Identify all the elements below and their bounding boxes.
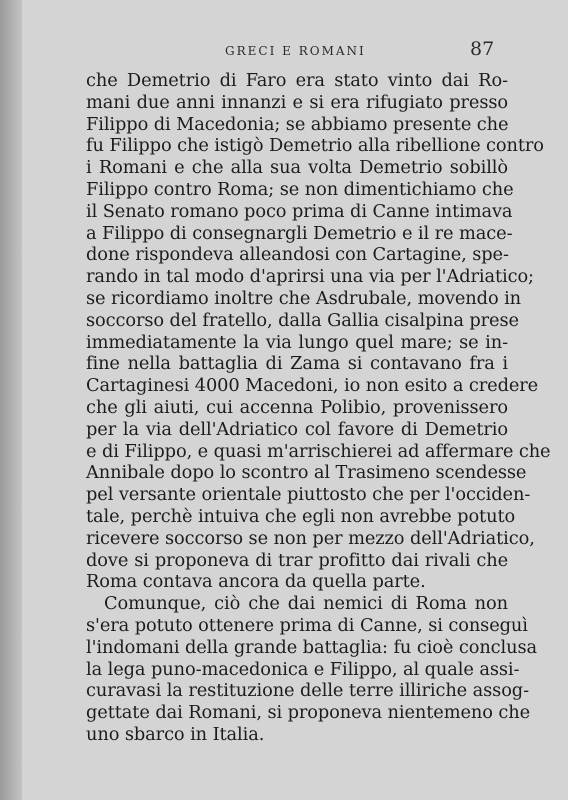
paragraph-1 [86, 70, 551, 593]
text-line: Roma contava ancora da quella parte. [86, 571, 426, 593]
body-text [86, 70, 551, 746]
text-line: gettate dai Romani, si proponeva nientemeno che [86, 702, 531, 724]
text-line: Cartaginesi 4000 Macedoni, io non esito a credere [86, 375, 539, 397]
text-line: fu Filippo che istigò Demetrio alla ribellione contro [86, 135, 544, 157]
text-line: l'indomani della grande battaglia: fu cioè conclusa [86, 636, 538, 658]
paragraph-2 [86, 593, 538, 746]
text-line: se ricordiamo inoltre che Asdrubale, movendo in [86, 287, 522, 309]
text-line: immediatamente la via lungo quel mare; se in- [86, 331, 508, 353]
text-line: soccorso del fratello, dalla Gallia cisalpina prese [86, 309, 519, 331]
text-line: che gli aiuti, cui accenna Polibio, provenissero [86, 396, 508, 418]
text-line: fine nella battaglia di Zama si contavano fra i [86, 353, 508, 375]
text-line: done rispondeva alleandosi con Cartagine, spe- [86, 244, 509, 266]
text-line: uno sbarco in Italia. [86, 723, 265, 745]
text-line: per la via dell'Adriatico col favore di Demetrio [86, 418, 508, 440]
text-line: mani due anni innanzi e si era rifugiato presso [86, 91, 508, 113]
text-line: Annibale dopo lo scontro al Trasimeno scendesse [86, 462, 527, 484]
text-line: s'era potuto ottenere prima di Canne, si conseguì [86, 614, 528, 636]
page-number: 87 [470, 38, 495, 60]
text-line: che Demetrio di Faro era stato vinto dai Ro- [86, 70, 508, 91]
text-line: tale, perchè intuiva che egli non avrebbe potuto [86, 505, 516, 527]
text-line: rando in tal modo d'aprirsi una via per l'Adriatico; [86, 266, 534, 288]
text-line: ricevere soccorso se non per mezzo dell'Adriatico, [86, 527, 535, 549]
page-header [22, 38, 568, 68]
text-line: a Filippo di consegnargli Demetrio e il re mace- [86, 222, 513, 244]
text-line: curavasi la restituzione delle terre illiriche assog- [86, 680, 529, 702]
text-line: Filippo contro Roma; se non dimentichiamo che [86, 178, 514, 200]
text-line: i Romani e che alla sua volta Demetrio sobillò [86, 157, 508, 179]
text-line: la lega puno-macedonica e Filippo, al quale assi- [86, 658, 520, 680]
text-line: pel versante orientale piuttosto che per l'occiden- [86, 484, 531, 506]
text-line: e di Filippo, e quasi m'arrischierei ad affermare che [86, 440, 551, 462]
text-line: dove si proponeva di trar profitto dai rivali che [86, 549, 508, 571]
book-page [22, 0, 568, 800]
running-title: GRECI E ROMANI [225, 44, 366, 58]
text-line: il Senato romano poco prima di Canne intimava [86, 200, 513, 222]
text-line: Comunque, ciò che dai nemici di Roma non [104, 593, 508, 615]
text-line: Filippo di Macedonia; se abbiamo presente che [86, 113, 509, 135]
